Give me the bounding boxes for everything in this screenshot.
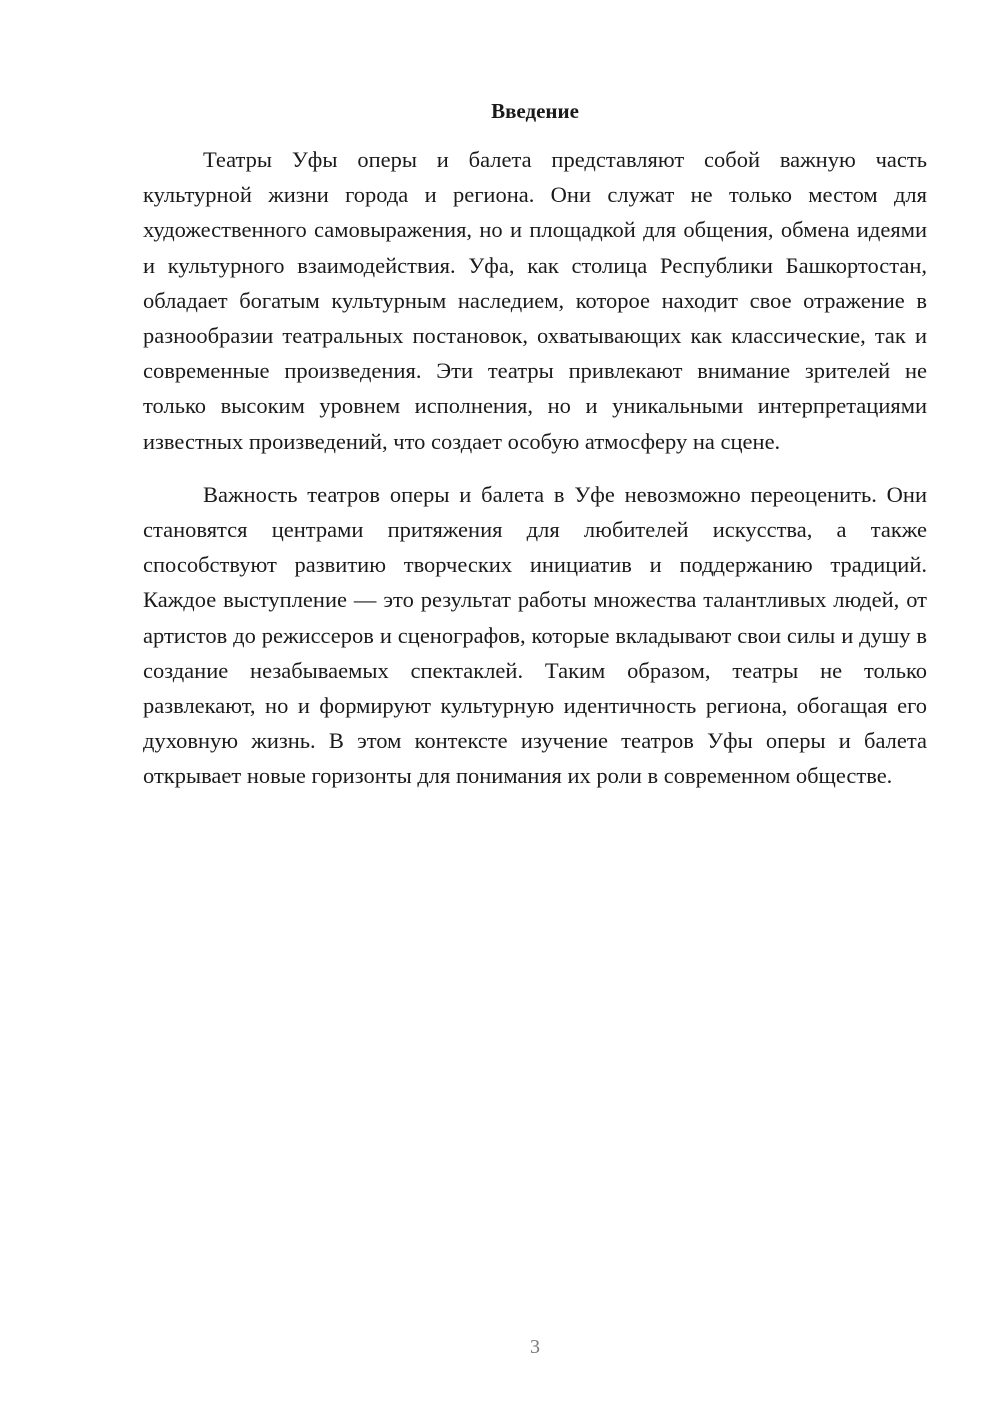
document-page [143,0,927,1414]
paragraph-1: Театры Уфы оперы и балета представляют собой важную часть культурной жизни города и региона. Они служат не только местом для художественного самовыражения, но и площадкой для общения, обмена идеями и культурного взаимодействия. Уфа, как столица Республики Башкортостан, обладает богатым культурным наследием, которое находит свое отражение в разнообразии театральных постановок, охватывающих как классические, так и современные произведения. Эти театры привлекают внимание зрителей не только высоким уровнем исполнения, но и уникальными интерпретациями известных произведений, что создает особую атмосферу на сцене. [143,147,927,454]
section-heading: Введение [491,99,579,123]
page-number: 3 [530,1336,540,1358]
paragraph-2: Важность театров оперы и балета в Уфе невозможно переоценить. Они становятся центрами притяжения для любителей искусства, а также способствуют развитию творческих инициатив и поддержанию традиций. Каждое выступление — это результат работы множества талантливых людей, от артистов до режиссеров и сценографов, которые вкладывают свои силы и душу в создание незабываемых спектаклей. Таким образом, театры не только развлекают, но и формируют культурную идентичность региона, обогащая его духовную жизнь. В этом контексте изучение театров Уфы оперы и балета открывает новые горизонты для понимания их роли в современном обществе. [143,481,927,789]
body-text [143,142,927,812]
